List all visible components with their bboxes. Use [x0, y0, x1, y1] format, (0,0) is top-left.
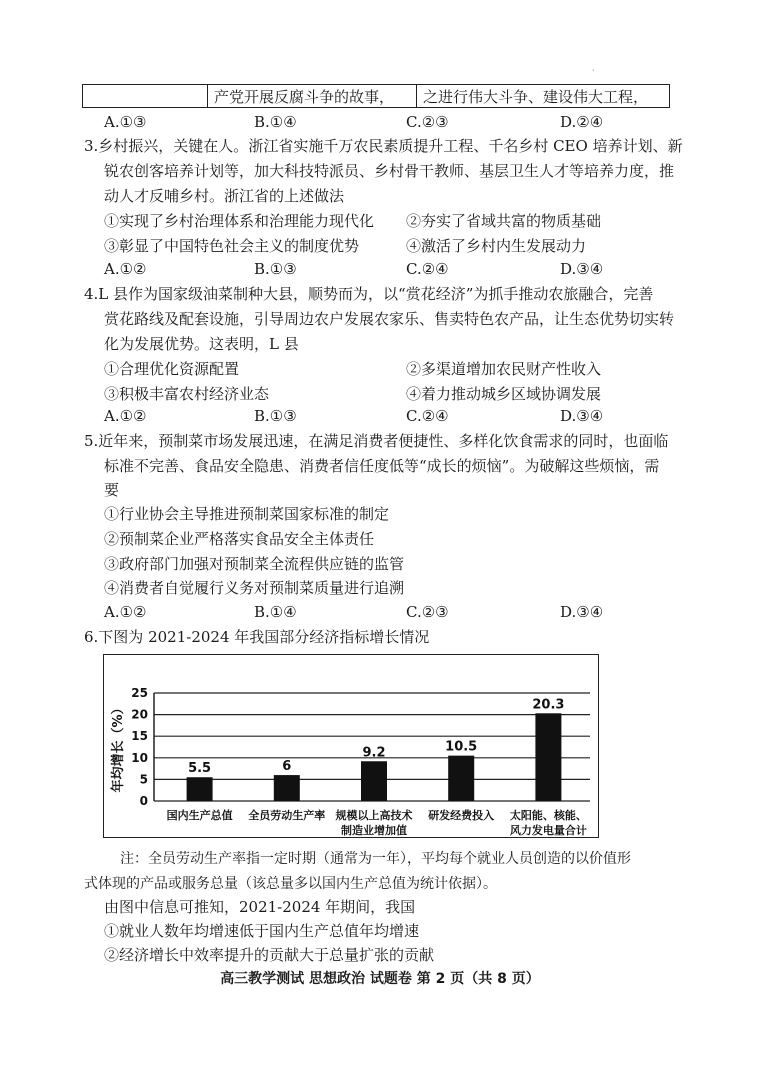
- chart-note: 注：全员劳动生产率指一定时期（通常为一年），平均每个就业人员创造的以价值形: [120, 851, 631, 867]
- x-tick-label: 太阳能、核能、: [509, 809, 587, 822]
- bar-chart: [104, 655, 597, 836]
- option-d: D.③④: [560, 407, 604, 425]
- corner-mark: ·: [592, 66, 595, 75]
- bar: [448, 756, 474, 801]
- question-stem: 化为发展优势。这表明，L 县: [104, 335, 299, 353]
- x-tick-label: 风力发电量合计: [509, 824, 587, 836]
- question-stem: 5.近年来，预制菜市场发展迅速，在满足消费者便捷性、多样化饮食需求的同时，也面临: [84, 432, 669, 450]
- statement-1: ①就业人数年均增速低于国内生产总值年均增速: [104, 922, 420, 940]
- statement-2: ②预制菜企业严格落实食品安全主体责任: [104, 530, 375, 548]
- question-stem: 要: [104, 481, 120, 499]
- statement-1: ①行业协会主导推进预制菜国家标准的制定: [104, 505, 390, 523]
- option-a: A.①②: [104, 407, 147, 425]
- y-tick-label: 15: [131, 729, 148, 744]
- statement-1: ①合理优化资源配置: [104, 360, 240, 378]
- statement-4: ④消费者自觉履行义务对预制菜质量进行追溯: [104, 579, 405, 597]
- statement-2: ②多渠道增加农民财产性收入: [406, 360, 602, 378]
- question-stem: 动人才反哺乡村。浙江省的上述做法: [104, 187, 345, 205]
- data-label: 20.3: [532, 697, 565, 713]
- statement-3: ③积极丰富农村经济业态: [104, 385, 270, 403]
- option-d: D.②④: [560, 113, 604, 131]
- y-tick-label: 25: [131, 686, 148, 700]
- statement-1: ①实现了乡村治理体系和治理能力现代化: [104, 212, 375, 230]
- statement-3: ③政府部门加强对预制菜全流程供应链的监管: [104, 555, 405, 573]
- table-cell: 之进行伟大斗争、建设伟大工程，: [417, 85, 670, 108]
- question-stem: 赏花路线及配套设施，引导周边农户发展农家乐、售卖特色农产品，让生态优势切实转: [104, 310, 675, 328]
- data-label: 6: [282, 759, 292, 775]
- option-b: B.①③: [254, 407, 297, 425]
- statement-2: ②夯实了省域共富的物质基础: [406, 212, 602, 230]
- question-prompt: 由图中信息可推知，2021-2024 年期间，我国: [104, 898, 416, 916]
- option-b: B.①④: [254, 113, 297, 131]
- option-a: A.①②: [104, 603, 147, 621]
- question-stem: 6.下图为 2021-2024 年我国部分经济指标增长情况: [84, 628, 430, 646]
- table-cell: [83, 85, 208, 108]
- bar: [187, 777, 213, 801]
- x-tick-label: 全员劳动生产率: [248, 809, 326, 822]
- continuation-table: [82, 84, 670, 108]
- question-stem: 锐农创客培养计划等，加大科技特派员、乡村骨干教师、基层卫生人才等培养力度，推: [104, 162, 675, 180]
- statement-3: ③彰显了中国特色社会主义的制度优势: [104, 237, 360, 255]
- option-b: B.①③: [254, 260, 297, 278]
- y-tick-label: 20: [131, 707, 148, 722]
- option-c: C.②④: [406, 260, 449, 278]
- table-row: [83, 85, 670, 108]
- x-tick-label: 制造业增加值: [341, 824, 407, 836]
- data-label: 5.5: [188, 761, 212, 777]
- x-tick-label: 国内生产总值: [166, 809, 233, 822]
- question-stem: 标准不完善、食品安全隐患、消费者信任度低等“成长的烦恼”。为破解这些烦恼，需: [104, 457, 660, 475]
- option-c: C.②③: [406, 603, 449, 621]
- question-stem: 3.乡村振兴，关键在人。浙江省实施千万农民素质提升工程、千名乡村 CEO 培养计划、新: [84, 137, 683, 155]
- data-label: 10.5: [445, 739, 478, 755]
- data-label: 9.2: [362, 745, 386, 761]
- bar: [361, 761, 387, 801]
- option-a: A.①③: [104, 113, 147, 131]
- x-tick-label: 研发经费投入: [428, 809, 495, 822]
- page-footer: 高三教学测试 思想政治 试题卷 第 2 页（共 8 页）: [220, 971, 540, 987]
- x-tick-label: 规模以上高技术: [335, 809, 413, 822]
- y-tick-label: 0: [139, 794, 148, 808]
- bar: [535, 713, 561, 801]
- bar: [274, 775, 300, 801]
- y-tick-label: 5: [139, 772, 148, 787]
- question-stem: 4.L 县作为国家级油菜制种大县，顺势而为，以“赏花经济”为抓手推动农旅融合，完善: [84, 285, 654, 303]
- table-cell: 产党开展反腐斗争的故事，: [208, 85, 417, 108]
- statement-4: ④着力推动城乡区域协调发展: [406, 385, 602, 403]
- option-b: B.①④: [254, 603, 297, 621]
- statement-4: ④激活了乡村内生发展动力: [406, 237, 587, 255]
- chart-frame: [103, 654, 599, 838]
- statement-2: ②经济增长中效率提升的贡献大于总量扩张的贡献: [104, 946, 435, 964]
- option-a: A.①②: [104, 260, 147, 278]
- y-axis-label: 年均增长（%）: [111, 701, 126, 793]
- option-c: C.②④: [406, 407, 449, 425]
- chart-note: 式体现的产品或服务总量（该总量多以国内生产总值为统计依据）。: [84, 876, 497, 892]
- option-d: D.③④: [560, 260, 604, 278]
- option-c: C.②③: [406, 113, 449, 131]
- y-tick-label: 10: [131, 750, 148, 765]
- option-d: D.③④: [560, 603, 604, 621]
